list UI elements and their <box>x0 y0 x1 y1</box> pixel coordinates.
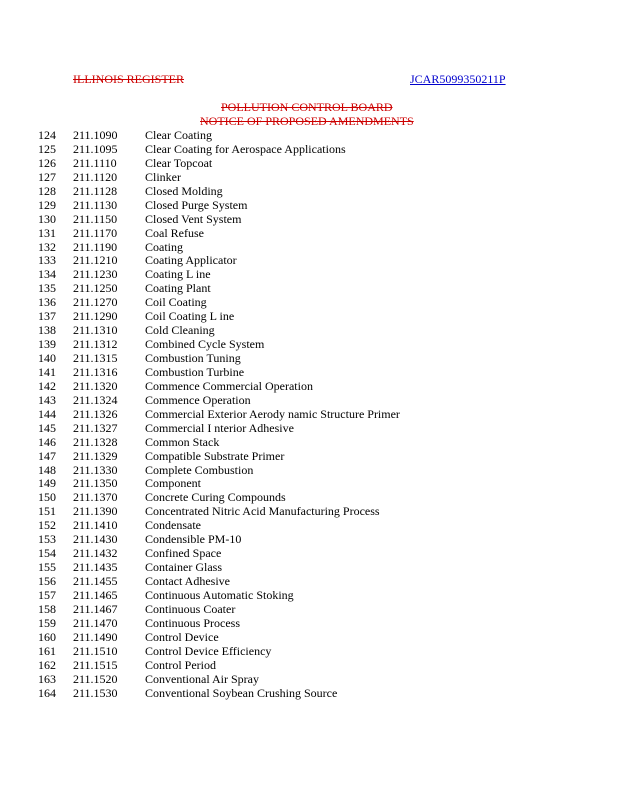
section-term: Continuous Process <box>145 615 241 630</box>
line-number: 131 <box>38 225 56 240</box>
section-number: 211.1329 <box>73 448 118 463</box>
list-item <box>0 518 618 532</box>
line-number: 132 <box>38 239 56 254</box>
section-number: 211.1515 <box>73 657 118 672</box>
section-number: 211.1510 <box>73 643 118 658</box>
list-item <box>0 267 618 281</box>
list-item <box>0 644 618 658</box>
list-item <box>0 490 618 504</box>
line-number: 135 <box>38 281 56 296</box>
list-item <box>0 546 618 560</box>
list-item <box>0 142 618 156</box>
line-number: 158 <box>38 601 56 616</box>
list-item <box>0 128 618 142</box>
section-number: 211.1170 <box>73 225 118 240</box>
section-term: Clear Topcoat <box>145 155 213 170</box>
section-term: Clinker <box>145 169 181 184</box>
list-item <box>0 672 618 686</box>
section-number: 211.1110 <box>73 155 117 170</box>
section-number: 211.1128 <box>73 183 118 198</box>
line-number: 160 <box>38 629 56 644</box>
list-item <box>0 463 618 477</box>
list-item <box>0 156 618 170</box>
section-term: Commence Commercial Operation <box>145 378 313 393</box>
section-term: Confined Space <box>145 546 222 561</box>
section-number: 211.1465 <box>73 587 118 602</box>
list-item <box>0 323 618 337</box>
section-term: Continuous Automatic Stoking <box>145 587 294 602</box>
section-number: 211.1090 <box>73 128 118 142</box>
section-term: Clear Coating for Aerospace Applications <box>145 141 346 156</box>
list-item <box>0 226 618 240</box>
list-item <box>0 351 618 365</box>
section-number: 211.1455 <box>73 574 118 588</box>
notice-title: NOTICE OF PROPOSED AMENDMENTS <box>200 114 414 128</box>
list-item <box>0 281 618 295</box>
section-term: Control Period <box>145 657 216 672</box>
section-number: 211.1326 <box>73 406 118 421</box>
list-item <box>0 449 618 463</box>
section-term: Closed Purge System <box>145 197 248 212</box>
list-item <box>0 421 618 435</box>
line-number: 152 <box>38 518 56 533</box>
section-term: Coating Applicator <box>145 253 237 268</box>
section-number: 211.1250 <box>73 281 118 296</box>
section-number: 211.1430 <box>73 532 118 547</box>
section-number: 211.1330 <box>73 462 118 477</box>
section-term: Concrete Curing Compounds <box>145 490 286 505</box>
list-item <box>0 658 618 672</box>
section-term: Continuous Coater <box>145 601 236 616</box>
section-number: 211.1432 <box>73 546 118 561</box>
register-title: ILLINOIS REGISTER <box>73 72 184 86</box>
section-number: 211.1210 <box>73 253 118 268</box>
section-term: Combined Cycle System <box>145 337 265 352</box>
line-number: 154 <box>38 546 56 561</box>
section-list <box>0 128 618 699</box>
section-number: 211.1190 <box>73 239 118 254</box>
section-term: Coal Refuse <box>145 225 204 240</box>
line-number: 129 <box>38 197 56 212</box>
section-number: 211.1230 <box>73 267 118 282</box>
list-item <box>0 560 618 574</box>
list-item <box>0 686 618 700</box>
section-term: Conventional Soybean Crushing Source <box>145 685 338 700</box>
section-number: 211.1327 <box>73 420 118 435</box>
list-item <box>0 198 618 212</box>
section-term: Control Device Efficiency <box>145 643 272 658</box>
section-number: 211.1150 <box>73 211 118 226</box>
section-term: Closed Molding <box>145 183 223 198</box>
list-item <box>0 184 618 198</box>
line-number: 139 <box>38 337 56 352</box>
section-number: 211.1320 <box>73 378 118 393</box>
list-item <box>0 504 618 518</box>
line-number: 134 <box>38 267 56 282</box>
line-number: 138 <box>38 323 56 338</box>
line-number: 145 <box>38 420 56 435</box>
line-number: 128 <box>38 183 56 198</box>
section-number: 211.1095 <box>73 141 118 156</box>
section-number: 211.1290 <box>73 309 118 324</box>
list-item <box>0 393 618 407</box>
jcar-link[interactable]: JCAR5099350211P <box>410 72 506 86</box>
section-number: 211.1530 <box>73 685 118 700</box>
section-number: 211.1350 <box>73 476 118 491</box>
section-term: Cold Cleaning <box>145 323 215 338</box>
list-item <box>0 574 618 588</box>
section-number: 211.1520 <box>73 671 118 686</box>
list-item <box>0 616 618 630</box>
list-item <box>0 240 618 254</box>
line-number: 125 <box>38 141 56 156</box>
section-term: Common Stack <box>145 434 220 449</box>
line-number: 137 <box>38 309 56 324</box>
line-number: 130 <box>38 211 56 226</box>
line-number: 161 <box>38 643 56 658</box>
section-term: Container Glass <box>145 560 222 575</box>
section-number: 211.1370 <box>73 490 118 505</box>
list-item <box>0 602 618 616</box>
list-item <box>0 365 618 379</box>
line-number: 142 <box>38 378 56 393</box>
section-number: 211.1120 <box>73 169 118 184</box>
list-item <box>0 630 618 644</box>
section-term: Condensate <box>145 518 201 533</box>
section-term: Combustion Turbine <box>145 364 245 379</box>
section-term: Commence Operation <box>145 392 251 407</box>
section-number: 211.1435 <box>73 560 118 575</box>
line-number: 149 <box>38 476 56 491</box>
line-number: 136 <box>38 295 56 310</box>
line-number: 164 <box>38 685 56 700</box>
list-item <box>0 212 618 226</box>
line-number: 156 <box>38 574 56 588</box>
list-item <box>0 407 618 421</box>
line-number: 143 <box>38 392 56 407</box>
section-number: 211.1390 <box>73 504 118 519</box>
line-number: 157 <box>38 587 56 602</box>
board-title: POLLUTION CONTROL BOARD <box>221 100 393 114</box>
section-term: Contact Adhesive <box>145 574 230 588</box>
line-number: 126 <box>38 155 56 170</box>
line-number: 159 <box>38 615 56 630</box>
line-number: 163 <box>38 671 56 686</box>
line-number: 162 <box>38 657 56 672</box>
section-term: Clear Coating <box>145 128 212 142</box>
section-term: Coating Plant <box>145 281 211 296</box>
section-term: Coil Coating L ine <box>145 309 235 324</box>
line-number: 127 <box>38 169 56 184</box>
line-number: 150 <box>38 490 56 505</box>
section-number: 211.1328 <box>73 434 118 449</box>
section-number: 211.1315 <box>73 351 118 365</box>
list-item <box>0 170 618 184</box>
section-term: Concentrated Nitric Acid Manufacturing Process <box>145 504 380 519</box>
section-term: Conventional Air Spray <box>145 671 259 686</box>
list-item <box>0 379 618 393</box>
list-item <box>0 253 618 267</box>
line-number: 144 <box>38 406 56 421</box>
list-item <box>0 337 618 351</box>
line-number: 148 <box>38 462 56 477</box>
section-number: 211.1130 <box>73 197 118 212</box>
line-number: 147 <box>38 448 56 463</box>
section-term: Condensible PM-10 <box>145 532 242 547</box>
list-item <box>0 295 618 309</box>
section-term: Coating <box>145 239 183 254</box>
section-term: Complete Combustion <box>145 462 254 477</box>
section-term: Compatible Substrate Primer <box>145 448 285 463</box>
line-number: 133 <box>38 253 56 268</box>
section-number: 211.1410 <box>73 518 118 533</box>
section-term: Control Device <box>145 629 219 644</box>
line-number: 141 <box>38 364 56 379</box>
list-item <box>0 588 618 602</box>
line-number: 151 <box>38 504 56 519</box>
section-number: 211.1270 <box>73 295 118 310</box>
line-number: 140 <box>38 351 56 365</box>
section-number: 211.1316 <box>73 364 118 379</box>
section-term: Closed Vent System <box>145 211 242 226</box>
section-number: 211.1324 <box>73 392 118 407</box>
section-number: 211.1312 <box>73 337 118 352</box>
list-item <box>0 476 618 490</box>
list-item <box>0 309 618 323</box>
line-number: 153 <box>38 532 56 547</box>
section-number: 211.1310 <box>73 323 118 338</box>
list-item <box>0 435 618 449</box>
line-number: 146 <box>38 434 56 449</box>
line-number: 155 <box>38 560 56 575</box>
line-number: 124 <box>38 128 56 142</box>
section-number: 211.1470 <box>73 615 118 630</box>
section-term: Commercial I nterior Adhesive <box>145 420 294 435</box>
list-item <box>0 532 618 546</box>
section-term: Coil Coating <box>145 295 207 310</box>
section-term: Coating L ine <box>145 267 211 282</box>
section-term: Combustion Tuning <box>145 351 241 365</box>
section-term: Commercial Exterior Aerody namic Structure Primer <box>145 406 400 421</box>
section-number: 211.1490 <box>73 629 118 644</box>
section-term: Component <box>145 476 201 491</box>
section-number: 211.1467 <box>73 601 118 616</box>
